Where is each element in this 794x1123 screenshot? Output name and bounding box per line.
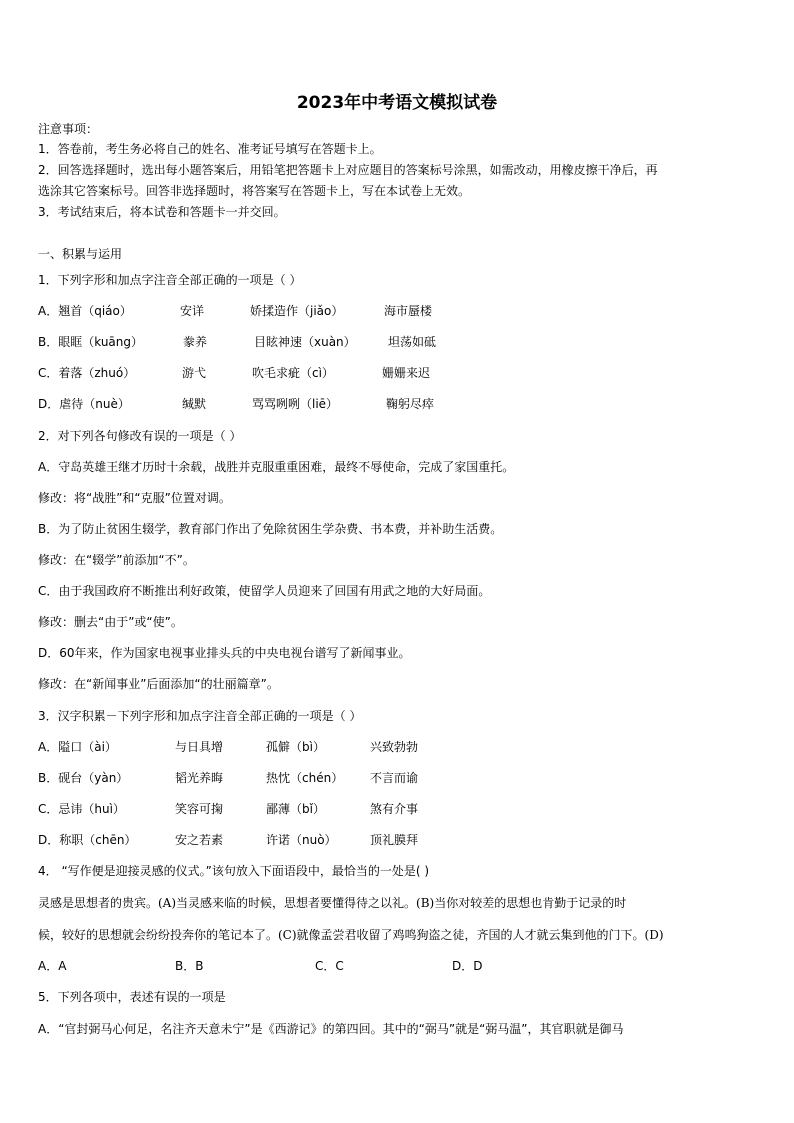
q1-c-col2: 游弋	[182, 366, 207, 380]
q3-option-a	[38, 739, 760, 755]
notice-line-3: 选涂其它答案标号。回答非选择题时，将答案写在答题卡上，写在本试卷上无效。	[38, 184, 471, 198]
q1-option-d	[38, 396, 760, 412]
q2-fix-d: 修改：在“新闻事业”后面添加“的壮丽篇章”。	[38, 677, 279, 691]
q3-d-col1: D．称职（chēn）	[38, 833, 137, 847]
q3-a-col4: 兴致勃勃	[370, 740, 419, 754]
q1-a-col1: A．翘首（qiáo）	[38, 304, 132, 318]
q3-option-d	[38, 832, 760, 848]
q1-c-col3: 吹毛求疵（cì）	[252, 366, 334, 380]
q4-passage-line-1: 灵感是思想者的贵宾。(A)当灵感来临的时候，思想者要懂得待之以礼。(B)当你对较差的思想也肯勤于记录的时	[38, 896, 627, 910]
q4-option-b: B．B	[175, 959, 204, 973]
q1-d-col1: D．虐待（nuè）	[38, 397, 130, 411]
q3-b-col1: B．砚台（yàn）	[38, 771, 129, 785]
q2-fix-c: 修改：删去“由于”或“使”。	[38, 615, 183, 629]
q2-option-a: A．守岛英雄王继才历时十余载，战胜并克服重重困难，最终不辱使命，完成了家国重托。	[38, 460, 515, 474]
q1-stem: 1．下列字形和加点字注音全部正确的一项是（ ）	[38, 273, 302, 287]
notice-line-2: 2．回答选择题时，选出每小题答案后，用铅笔把答题卡上对应题目的答案标号涂黑，如需改动，用橡皮擦干净后，再	[38, 163, 658, 177]
q2-fix-b: 修改：在“辍学”前添加“不”。	[38, 553, 195, 567]
q2-fix-a: 修改：将“战胜”和“克服”位置对调。	[38, 491, 231, 505]
section-heading: 一、积累与运用	[38, 247, 123, 261]
q1-c-col1: C．着落（zhuó）	[38, 366, 136, 380]
q4-options	[38, 958, 760, 974]
q4-option-d: D．D	[452, 959, 483, 973]
q4-stem: 4． “写作便是迎接灵感的仪式。”该句放入下面语段中，最恰当的一处是( )	[38, 864, 430, 878]
q1-d-col2: 缄默	[182, 397, 207, 411]
q1-b-col4: 坦荡如砥	[388, 335, 437, 349]
q3-b-col4: 不言而谕	[370, 771, 419, 785]
q3-c-col1: C．忌讳（huì）	[38, 802, 125, 816]
q3-b-col3: 热忱（chén）	[266, 771, 344, 785]
notice-heading: 注意事项：	[38, 122, 99, 136]
notice-line-4: 3．考试结束后，将本试卷和答题卡一并交回。	[38, 205, 286, 219]
q1-b-col3: 目眩神速（xuàn）	[254, 335, 356, 349]
q3-b-col2: 韬光养晦	[175, 771, 224, 785]
q1-c-col4: 姗姗来迟	[382, 366, 431, 380]
q3-a-col3: 孤僻（bì）	[266, 740, 325, 754]
q3-c-col4: 煞有介事	[370, 802, 419, 816]
q2-option-c: C．由于我国政府不断推出利好政策，使留学人员迎来了回国有用武之地的大好局面。	[38, 584, 491, 598]
q3-a-col1: A．隘口（ài）	[38, 740, 117, 754]
q1-d-col4: 鞠躬尽瘁	[386, 397, 435, 411]
q3-c-col3: 鄙薄（bǐ）	[266, 802, 325, 816]
q3-d-col4: 顶礼膜拜	[370, 833, 419, 847]
q1-d-col3: 骂骂咧咧（liē）	[252, 397, 339, 411]
q3-c-col2: 笑容可掬	[175, 802, 224, 816]
q4-option-c: C．C	[315, 959, 344, 973]
notice-line-1: 1．答卷前，考生务必将自己的姓名、准考证号填写在答题卡上。	[38, 142, 382, 156]
q1-option-a	[38, 303, 760, 319]
q3-d-col3: 许诺（nuò）	[266, 833, 337, 847]
q2-stem: 2．对下列各句修改有误的一项是（ ）	[38, 429, 242, 443]
q2-option-d: D．60年来，作为国家电视事业排头兵的中央电视台谱写了新闻事业。	[38, 646, 411, 660]
q4-passage-line-2: 候，较好的思想就会纷纷投奔你的笔记本了。(C)就像孟尝君收留了鸡鸣狗盗之徒，齐国的人才就云集到他的门下。(D)	[38, 928, 664, 942]
q3-stem: 3．汉字积累－下列字形和加点字注音全部正确的一项是（ ）	[38, 709, 362, 723]
q1-option-c	[38, 365, 760, 381]
q3-d-col2: 安之若素	[175, 833, 224, 847]
q1-option-b	[38, 334, 760, 350]
q5-option-a: A．“官封弼马心何足，名注齐天意未宁”是《西游记》的第四回。其中的“弼马”就是“弼马温”，其官职就是御马	[38, 1022, 624, 1036]
q3-option-c	[38, 801, 760, 817]
q3-option-b	[38, 770, 760, 786]
q4-option-a: A．A	[38, 959, 67, 973]
q1-b-col2: 豢养	[183, 335, 208, 349]
q1-a-col3: 娇揉造作（jiǎo）	[250, 304, 344, 318]
q1-b-col1: B．眼眶（kuāng）	[38, 335, 143, 349]
q1-a-col2: 安详	[180, 304, 205, 318]
page-title: 2023年中考语文模拟试卷	[296, 93, 498, 113]
q3-a-col2: 与日具增	[175, 740, 224, 754]
q5-stem: 5．下列各项中，表述有误的一项是	[38, 990, 226, 1004]
q2-option-b: B．为了防止贫困生辍学，教育部门作出了免除贫困生学杂费、书本费，并补助生活费。	[38, 522, 503, 536]
q1-a-col4: 海市蜃楼	[384, 304, 433, 318]
